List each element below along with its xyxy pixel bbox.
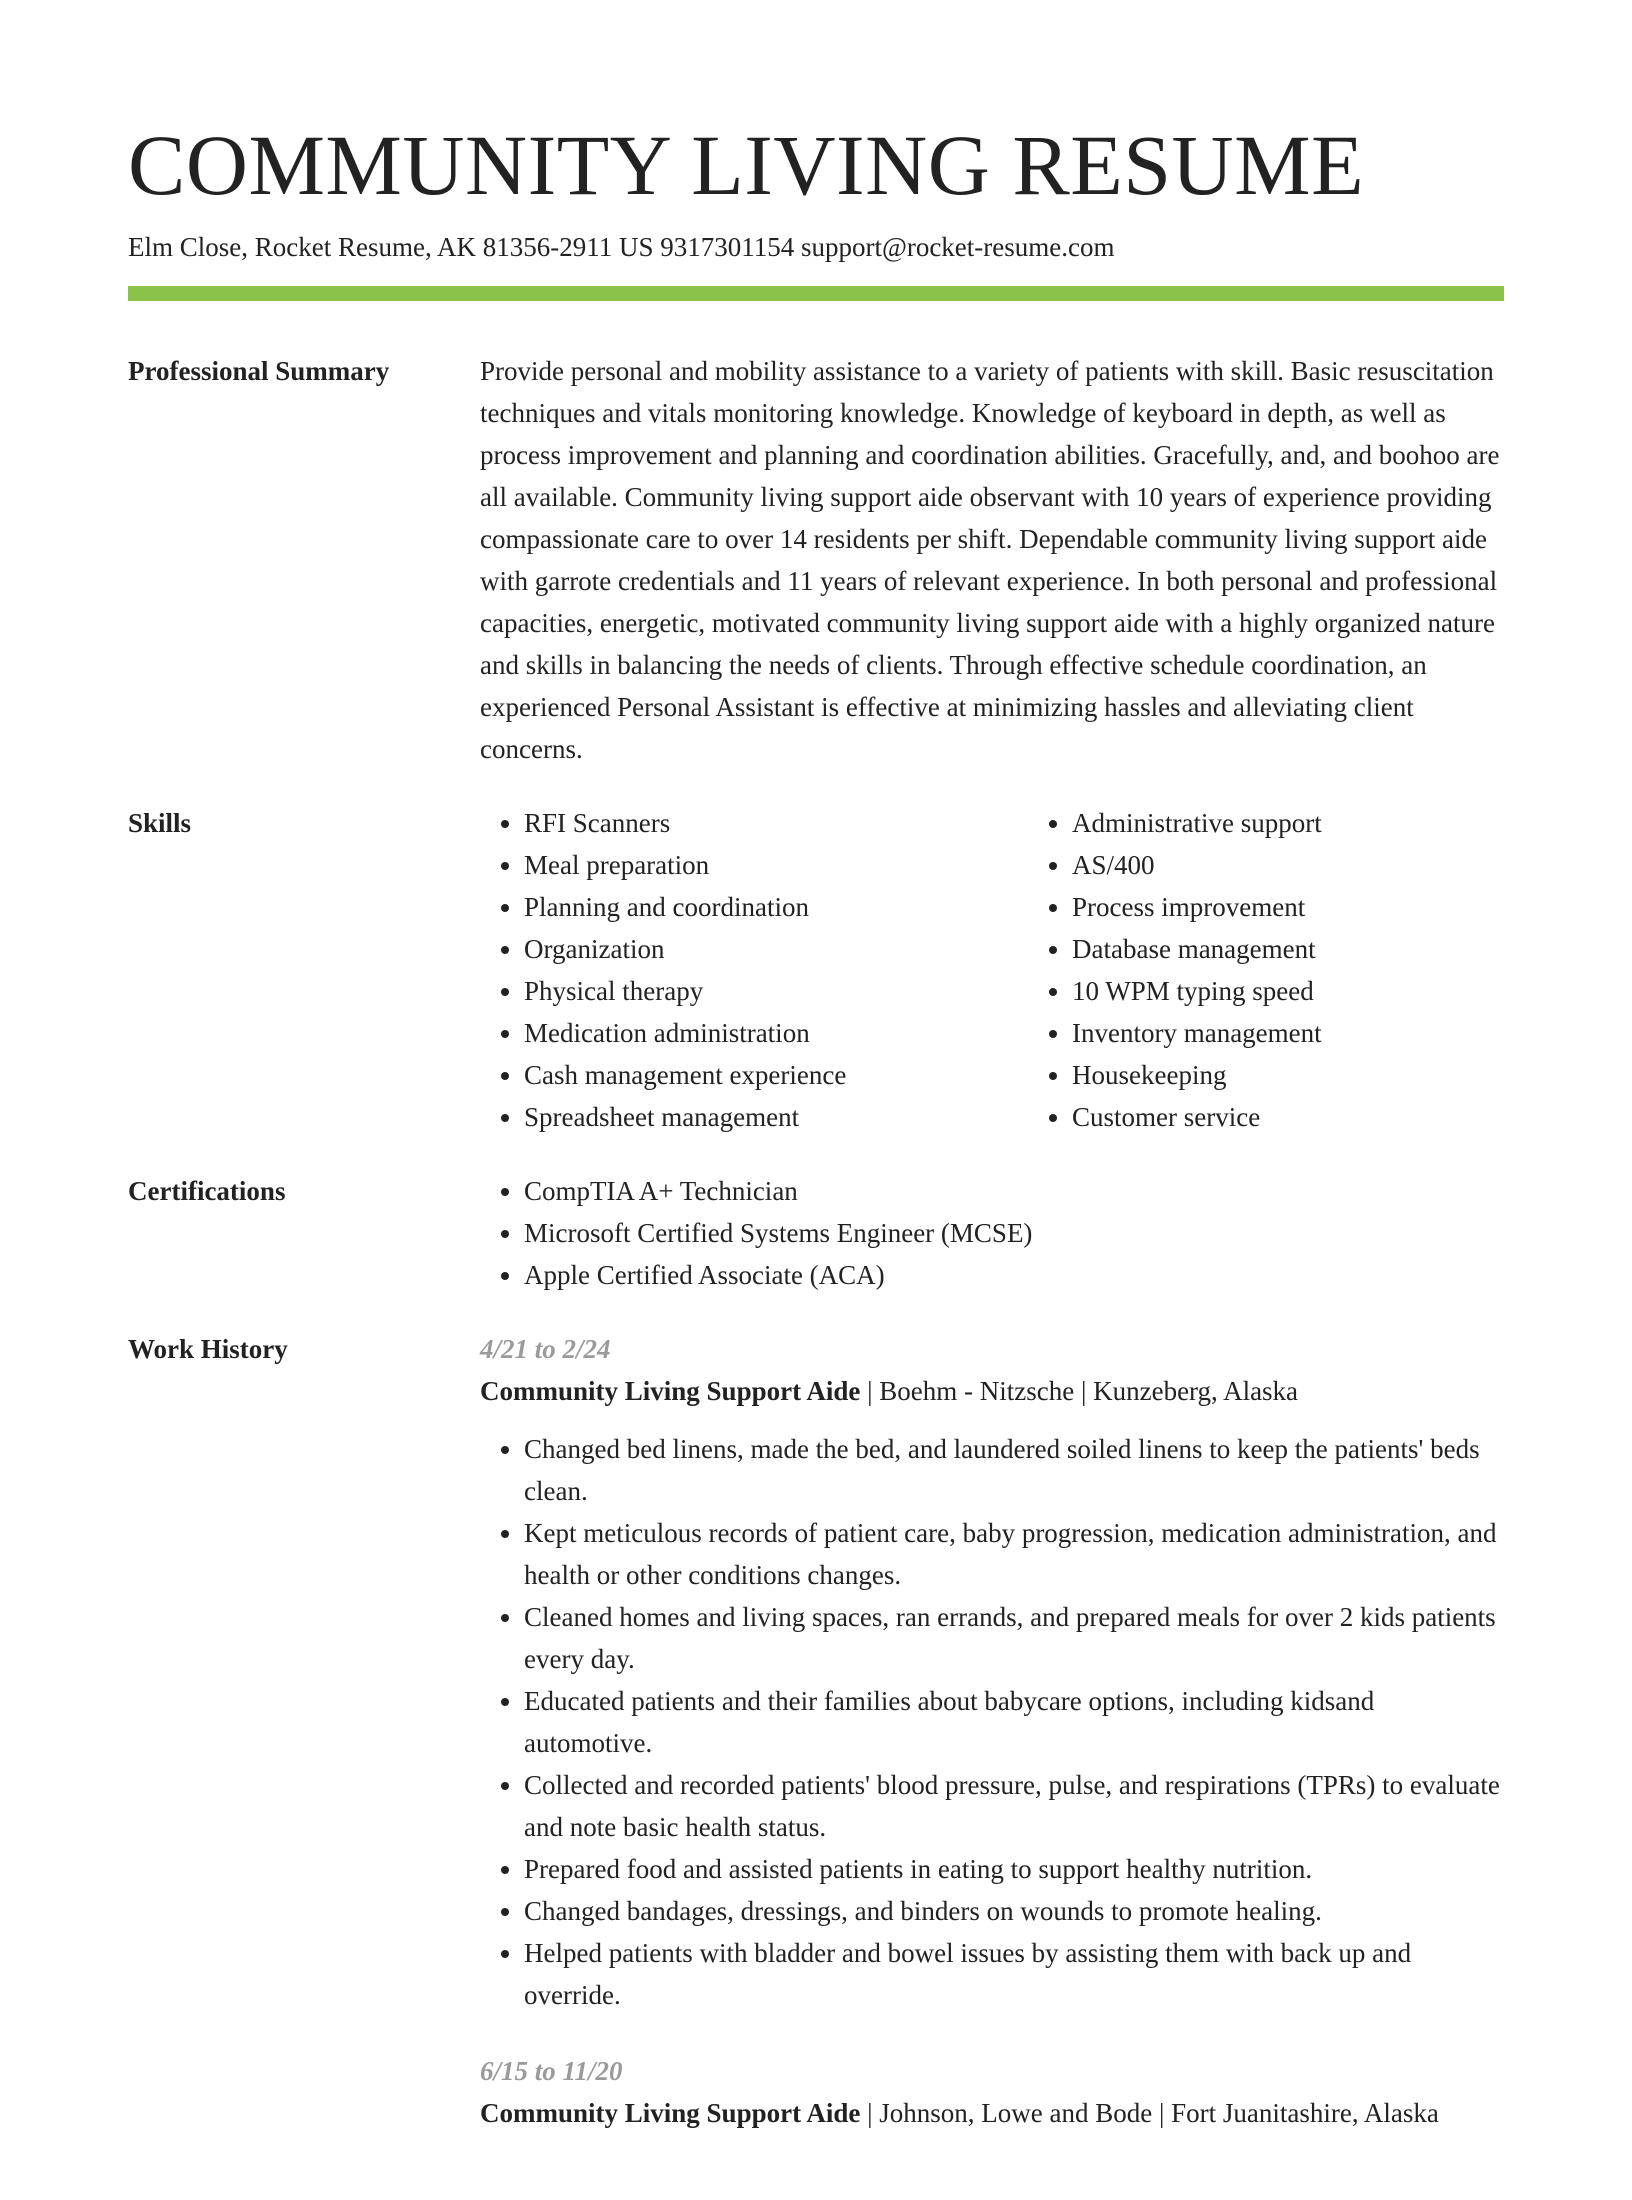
skill-item: • RFI Scanners [524, 802, 1028, 844]
work-history-section [128, 1328, 1504, 2168]
certification-item: • Apple Certified Associate (ACA) [524, 1254, 1504, 1296]
skills-list-right [1028, 802, 1576, 1138]
certification-item: • Microsoft Certified Systems Engineer (MCSE) [524, 1212, 1504, 1254]
skill-item: • AS/400 [1072, 844, 1576, 886]
skill-item: • Inventory management [1072, 1012, 1576, 1054]
skill-item: • Medication administration [524, 1012, 1028, 1054]
skill-item: • Database management [1072, 928, 1576, 970]
summary-text: Provide personal and mobility assistance to a variety of patients with skill. Basic resuscitation techniques and vitals monitoring knowledge. Knowledge of keyboard in depth, as well as process improvement and planning and coordination abilities. Gracefully, and, and boohoo are all available. Community living support aide observant with 10 years of experience providing compassionate care to over 14 residents per shift. Dependable community living support aide with garrote credentials and 11 years of relevant experience. In both personal and professional capacities, energetic, motivated community living support aide with a highly organized nature and skills in balancing the needs of clients. Through effective schedule coordination, an experienced Personal Assistant is effective at minimizing hassles and alleviating client concerns. [480, 356, 1500, 764]
resume-content [128, 350, 1504, 2200]
job-entry [480, 2050, 1504, 2134]
job-duty-item: • Collected and recorded patients' blood pressure, pulse, and respirations (TPRs) to evaluate and note basic health status. [524, 1764, 1504, 1848]
skill-item: • Planning and coordination [524, 886, 1028, 928]
job-title: Community Living Support Aide [480, 2098, 861, 2128]
skill-item: • Housekeeping [1072, 1054, 1576, 1096]
skills-list-left [480, 802, 1028, 1138]
header-divider [128, 286, 1504, 301]
job-duty-item: • Educated patients and their families about babycare options, including kidsand automotive. [524, 1680, 1504, 1764]
job-duty-item: • Prepared food and assisted patients in eating to support healthy nutrition. [524, 1848, 1504, 1890]
job-entry [480, 1328, 1504, 2016]
skill-item: • Customer service [1072, 1096, 1576, 1138]
skill-item: • Organization [524, 928, 1028, 970]
section-label-skills: Skills [128, 808, 192, 838]
work-history-body [480, 1328, 1504, 2168]
job-duty-item: • Cleaned homes and living spaces, ran errands, and prepared meals for over 2 kids patients every day. [524, 1596, 1504, 1680]
skill-item: • Spreadsheet management [524, 1096, 1028, 1138]
certifications-body [480, 1170, 1504, 1296]
job-duty-item: • Helped patients with bladder and bowel issues by assisting them with back up and override. [524, 1932, 1504, 2016]
job-employer-location: | Boehm - Nitzsche | Kunzeberg, Alaska [860, 1376, 1299, 1406]
certification-item: • CompTIA A+ Technician [524, 1170, 1504, 1212]
job-title: Community Living Support Aide [480, 1376, 861, 1406]
certifications-section [128, 1170, 1504, 1296]
summary-section [128, 350, 1504, 770]
section-label-summary: Professional Summary [128, 356, 390, 386]
job-duties-list [480, 1428, 1504, 2016]
skill-item: • Administrative support [1072, 802, 1576, 844]
job-employer-location: | Johnson, Lowe and Bode | Fort Juanitashire, Alaska [860, 2098, 1439, 2128]
section-label-work-history: Work History [128, 1334, 288, 1364]
skill-item: • 10 WPM typing speed [1072, 970, 1576, 1012]
resume-title: COMMUNITY LIVING RESUME [128, 117, 1365, 213]
contact-line: Elm Close, Rocket Resume, AK 81356-2911 US 9317301154 support@rocket-resume.com [128, 232, 1115, 262]
skill-item: • Cash management experience [524, 1054, 1028, 1096]
job-dates: 4/21 to 2/24 [480, 1334, 611, 1364]
skill-item: • Meal preparation [524, 844, 1028, 886]
summary-body [480, 350, 1504, 770]
skill-item: • Physical therapy [524, 970, 1028, 1012]
job-duty-item: • Changed bed linens, made the bed, and laundered soiled linens to keep the patients' beds clean. [524, 1428, 1504, 1512]
certifications-list [480, 1170, 1504, 1296]
section-label-certifications: Certifications [128, 1176, 286, 1206]
job-heading [480, 1370, 1504, 1412]
skill-item: • Process improvement [1072, 886, 1576, 928]
job-duty-item: • Kept meticulous records of patient care, baby progression, medication administration, and health or other conditions changes. [524, 1512, 1504, 1596]
job-duty-item: • Changed bandages, dressings, and binders on wounds to promote healing. [524, 1890, 1504, 1932]
job-dates: 6/15 to 11/20 [480, 2056, 623, 2086]
skills-body [480, 802, 1576, 1138]
skills-section [128, 802, 1504, 1138]
job-heading [480, 2092, 1504, 2134]
